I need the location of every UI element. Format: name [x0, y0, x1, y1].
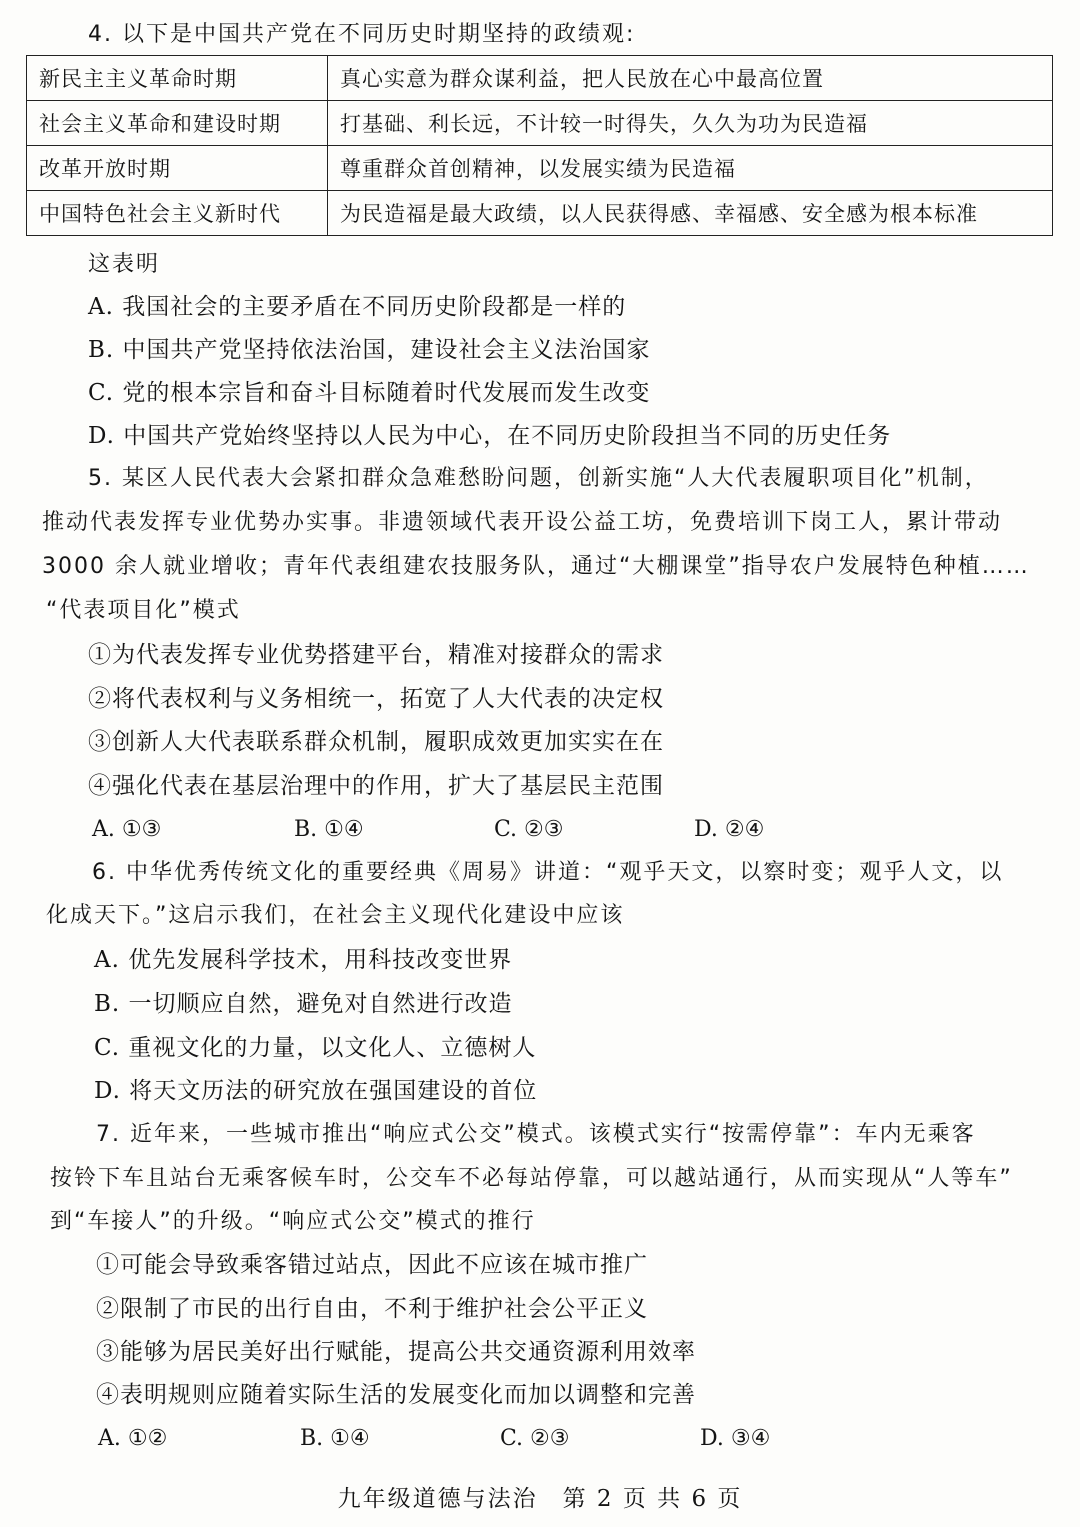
table-cell-view: 真心实意为群众谋利益，把人民放在心中最高位置 [328, 56, 1053, 101]
q7-choices [0, 1424, 1080, 1454]
q5-statement-3: ③创新人大代表联系群众机制，履职成效更加实实在在 [88, 729, 664, 755]
table-row [27, 56, 1053, 101]
q6-stem-line-1: 6. 中华优秀传统文化的重要经典《周易》讲道：“观乎天文，以察时变；观乎人文，以 [92, 860, 1004, 885]
table-cell-view: 尊重群众首创精神，以发展实绩为民造福 [328, 146, 1053, 191]
q7-statement-4: ④表明规则应随着实际生活的发展变化而加以调整和完善 [96, 1382, 696, 1408]
q5-choice-a: A. ①③ [92, 817, 162, 842]
q6-option-a: A. 优先发展科学技术，用科技改变世界 [94, 947, 513, 973]
table-cell-view: 为民造福是最大政绩，以人民获得感、幸福感、安全感为根本标准 [328, 191, 1053, 236]
q5-choice-b: B. ①④ [294, 817, 364, 842]
q4-lead: 这表明 [88, 252, 161, 277]
q5-stem-line-4: “代表项目化”模式 [46, 598, 241, 623]
table-cell-period: 社会主义革命和建设时期 [27, 101, 328, 146]
q7-stem-line-1: 7. 近年来，一些城市推出“响应式公交”模式。该模式实行“按需停靠”：车内无乘客 [96, 1122, 976, 1147]
q7-statement-3: ③能够为居民美好出行赋能，提高公共交通资源利用效率 [96, 1339, 696, 1365]
q4-policy-table [26, 55, 1053, 236]
q7-stem-line-3: 到“车接人”的升级。“响应式公交”模式的推行 [50, 1209, 536, 1234]
q6-option-c: C. 重视文化的力量，以文化人、立德树人 [94, 1035, 537, 1061]
q4-option-c: C. 党的根本宗旨和奋斗目标随着时代发展而发生改变 [88, 380, 651, 406]
q4-stem: 4. 以下是中国共产党在不同历史时期坚持的政绩观: [88, 22, 636, 47]
q7-stem-line-2: 按铃下车且站台无乘客候车时，公交车不必每站停靠，可以越站通行，从而实现从“人等车” [50, 1166, 1013, 1191]
q6-option-d: D. 将天文历法的研究放在强国建设的首位 [94, 1078, 538, 1104]
table-row [27, 101, 1053, 146]
q4-option-d: D. 中国共产党始终坚持以人民为中心，在不同历史阶段担当不同的历史任务 [88, 423, 892, 449]
table-cell-view: 打基础、利长远，不计较一时得失，久久为功为民造福 [328, 101, 1053, 146]
q5-statement-1: ①为代表发挥专业优势搭建平台，精准对接群众的需求 [88, 642, 664, 668]
table-cell-period: 新民主主义革命时期 [27, 56, 328, 101]
q4-option-b: B. 中国共产党坚持依法治国，建设社会主义法治国家 [88, 337, 651, 363]
q5-stem-line-2: 推动代表发挥专业优势办实事。非遗领域代表开设公益工坊，免费培训下岗工人，累计带动 [42, 510, 1003, 535]
q4-option-a: A. 我国社会的主要矛盾在不同历史阶段都是一样的 [88, 294, 627, 320]
q7-choice-b: B. ①④ [300, 1426, 370, 1451]
q5-stem-line-1: 5. 某区人民代表大会紧扣群众急难愁盼问题，创新实施“人大代表履职项目化”机制， [88, 466, 989, 491]
table-cell-period: 改革开放时期 [27, 146, 328, 191]
q7-statement-2: ②限制了市民的出行自由，不利于维护社会公平正义 [96, 1296, 648, 1322]
q7-choice-c: C. ②③ [500, 1426, 570, 1451]
q7-choice-a: A. ①② [98, 1426, 168, 1451]
table-row [27, 191, 1053, 236]
q5-statement-2: ②将代表权利与义务相统一，拓宽了人大代表的决定权 [88, 686, 664, 712]
q5-choice-d: D. ②④ [694, 817, 765, 842]
q5-choice-c: C. ②③ [494, 817, 564, 842]
q5-statement-4: ④强化代表在基层治理中的作用，扩大了基层民主范围 [88, 773, 664, 799]
page-footer: 九年级道德与法治 第 2 页 共 6 页 [337, 1486, 743, 1512]
q7-statement-1: ①可能会导致乘客错过站点，因此不应该在城市推广 [96, 1252, 648, 1278]
table-cell-period: 中国特色社会主义新时代 [27, 191, 328, 236]
q5-stem-line-3: 3000 余人就业增收；青年代表组建农技服务队，通过“大棚课堂”指导农户发展特色种植…… [42, 554, 1030, 579]
q6-option-b: B. 一切顺应自然，避免对自然进行改造 [94, 991, 513, 1017]
q6-stem-line-2: 化成天下。”这启示我们，在社会主义现代化建设中应该 [46, 903, 625, 928]
q7-choice-d: D. ③④ [700, 1426, 771, 1451]
q5-choices [0, 815, 1080, 845]
table-row [27, 146, 1053, 191]
